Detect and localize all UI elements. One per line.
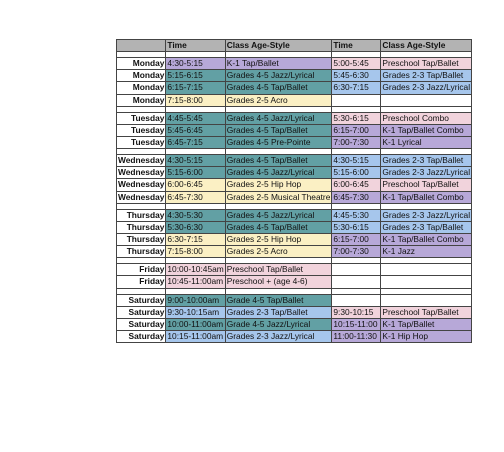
class-cell-1[interactable]: Grades 4-5 Tap/Ballet	[225, 124, 332, 136]
time-cell-2[interactable]: 7:00-7:30	[332, 136, 381, 148]
header-cell-class-2[interactable]: Class Age-Style	[381, 40, 472, 52]
class-cell-2[interactable]	[381, 276, 472, 288]
time-cell-2[interactable]	[332, 294, 381, 306]
schedule-row	[117, 209, 472, 221]
schedule-row	[117, 179, 472, 191]
class-cell-1[interactable]: Grade 4-5 Tap/Ballet	[225, 294, 332, 306]
time-cell-1[interactable]: 6:00-6:45	[166, 179, 225, 191]
schedule-row	[117, 221, 472, 233]
class-cell-1[interactable]: Grades 2-3 Jazz/Lyrical	[225, 330, 332, 342]
day-cell[interactable]: Wednesday	[118, 155, 165, 166]
time-cell-1[interactable]: 10:45-11:00am	[166, 276, 225, 288]
day-cell[interactable]: Saturday	[117, 294, 166, 306]
class-cell-1[interactable]: Grades 2-5 Hip Hop	[225, 179, 332, 191]
time-cell-1[interactable]: 6:45-7:30	[166, 191, 225, 203]
time-cell-1[interactable]: 6:15-7:15	[166, 82, 225, 94]
class-cell-1[interactable]: Grades 2-3 Tap/Ballet	[225, 306, 332, 318]
class-cell-2[interactable]: Preschool Tap/Ballet	[381, 179, 472, 191]
schedule-row	[117, 330, 472, 342]
day-cell[interactable]: Thursday	[117, 246, 166, 258]
schedule-row	[117, 167, 472, 179]
class-cell-1[interactable]: Grades 4-5 Pre-Pointe	[225, 136, 332, 148]
schedule-row	[117, 70, 472, 82]
day-cell[interactable]: Tuesday	[117, 136, 166, 148]
time-cell-2[interactable]: 5:30-6:15	[332, 112, 381, 124]
time-cell-2[interactable]: 5:15-6:00	[332, 167, 381, 179]
day-cell[interactable]: Tuesday	[117, 112, 166, 124]
class-cell-2[interactable]	[381, 294, 472, 306]
schedule-row	[117, 136, 472, 148]
time-cell-2[interactable]	[332, 94, 381, 106]
day-cell[interactable]: Saturday	[117, 306, 166, 318]
class-cell-2[interactable]: Grades 2-3 Tap/Ballet	[381, 155, 472, 167]
class-cell-1[interactable]: Grades 2-5 Acro	[225, 94, 332, 106]
time-cell-2[interactable]: 4:30-5:15	[332, 155, 381, 167]
time-cell-1[interactable]: 10:15-11:00am	[166, 330, 225, 342]
class-cell-1[interactable]: Grades 4-5 Jazz/Lyrical	[225, 167, 332, 179]
day-cell[interactable]: Thursday	[117, 221, 166, 233]
class-cell-2[interactable]	[381, 264, 472, 276]
schedule-row	[117, 191, 472, 203]
day-cell[interactable]: Friday	[117, 276, 166, 288]
class-cell-1[interactable]: Grades 4-5 Tap/Ballet	[225, 155, 332, 167]
class-cell-2[interactable]: Grades 2-3 Jazz/Lyrical	[382, 82, 471, 93]
class-cell-1[interactable]: Grades 4-5 Jazz/Lyrical	[225, 70, 332, 82]
schedule-row	[117, 94, 472, 106]
class-cell-2[interactable]: Grades 2-3 Jazz/Lyrical	[382, 209, 471, 220]
class-cell-2[interactable]: K-1 Jazz	[381, 246, 472, 258]
class-cell-1[interactable]: Grades 4-5 Tap/Ballet	[225, 221, 332, 233]
class-cell-1[interactable]: Grade 4-5 Jazz/Lyrical	[225, 318, 332, 330]
class-cell-1[interactable]: Grades 2-5 Acro	[225, 246, 332, 258]
class-cell-1[interactable]: Grades 2-5 Musical Theatre	[226, 191, 331, 202]
class-cell-2[interactable]: K-1 Tap/Ballet Combo	[381, 191, 472, 203]
schedule-row	[117, 82, 472, 94]
class-cell-1[interactable]: Grades 4-5 Tap/Ballet	[225, 82, 332, 94]
time-cell-2[interactable]: 6:00-6:45	[332, 179, 381, 191]
time-cell-1[interactable]: 5:15-6:00	[166, 167, 225, 179]
time-cell-2[interactable]: 6:15-7:00	[332, 124, 381, 136]
class-cell-2[interactable]: K-1 Tap/Ballet Combo	[381, 233, 472, 245]
class-cell-2[interactable]: Grades 2-3 Tap/Ballet	[381, 70, 472, 82]
header-cell-day[interactable]	[117, 40, 166, 52]
day-cell[interactable]: Wednesday	[118, 167, 165, 178]
time-cell-2[interactable]: 10:15-11:00	[332, 318, 381, 330]
schedule-row	[117, 318, 472, 330]
time-cell-2[interactable]: 11:00-11:30	[332, 330, 381, 342]
time-cell-1[interactable]: 7:15-8:00	[166, 94, 225, 106]
time-cell-2[interactable]: 5:45-6:30	[332, 70, 381, 82]
time-cell-2[interactable]: 5:00-5:45	[332, 58, 381, 70]
class-cell-2[interactable]: K-1 Tap/Ballet Combo	[381, 124, 472, 136]
class-cell-2[interactable]: Grades 2-3 Tap/Ballet	[381, 221, 472, 233]
class-cell-1[interactable]: Preschool Tap/Ballet	[225, 264, 332, 276]
time-cell-2[interactable]: 9:30-10:15	[332, 306, 381, 318]
time-cell-1[interactable]: 9:30-10:15am	[166, 306, 225, 318]
time-cell-1[interactable]: 10:00-11:00am	[166, 318, 225, 330]
class-cell-2[interactable]	[381, 94, 472, 106]
day-cell[interactable]: Wednesday	[118, 191, 165, 202]
schedule-row	[117, 233, 472, 245]
class-cell-1[interactable]: Grades 4-5 Jazz/Lyrical	[225, 209, 332, 221]
header-cell-class-1[interactable]: Class Age-Style	[225, 40, 332, 52]
class-cell-1[interactable]: K-1 Tap/Ballet	[225, 58, 332, 70]
schedule-row	[117, 124, 472, 136]
time-cell-1[interactable]: 7:15-8:00	[166, 246, 225, 258]
time-cell-1[interactable]: 5:15-6:15	[166, 70, 225, 82]
header-row	[117, 40, 472, 52]
class-cell-2[interactable]: Preschool Tap/Ballet	[381, 306, 472, 318]
header-cell-time-2[interactable]: Time	[332, 40, 381, 52]
time-cell-1[interactable]: 4:30-5:15	[166, 155, 225, 167]
time-cell-2[interactable]	[332, 276, 381, 288]
schedule-row	[117, 276, 472, 288]
time-cell-2[interactable]: 6:15-7:00	[332, 233, 381, 245]
class-cell-2[interactable]: K-1 Hip Hop	[381, 330, 472, 342]
day-cell[interactable]: Monday	[117, 58, 166, 70]
class-cell-1[interactable]: Grades 2-5 Hip Hop	[225, 233, 332, 245]
class-cell-2[interactable]: Grades 2-3 Jazz/Lyrical	[382, 167, 471, 178]
day-cell[interactable]: Saturday	[117, 330, 166, 342]
time-cell-1[interactable]: 6:45-7:15	[166, 136, 225, 148]
schedule-body	[117, 40, 472, 343]
day-cell[interactable]: Monday	[117, 70, 166, 82]
time-cell-1[interactable]: 9:00-10:00am	[166, 294, 225, 306]
schedule-row	[117, 155, 472, 167]
time-cell-1[interactable]: 4:30-5:30	[166, 209, 225, 221]
time-cell-2[interactable]	[332, 264, 381, 276]
day-cell[interactable]: Monday	[117, 94, 166, 106]
class-cell-1[interactable]: Grades 4-5 Jazz/Lyrical	[225, 112, 332, 124]
day-cell[interactable]: Wednesday	[118, 179, 165, 190]
time-cell-2[interactable]: 6:45-7:30	[332, 191, 381, 203]
time-cell-1[interactable]: 4:45-5:45	[166, 112, 225, 124]
day-cell[interactable]: Tuesday	[117, 124, 166, 136]
class-cell-2[interactable]: Preschool Combo	[381, 112, 472, 124]
class-cell-1[interactable]: Preschool + (age 4-6)	[225, 276, 332, 288]
time-cell-2[interactable]: 4:45-5:30	[332, 209, 381, 221]
header-cell-time-1[interactable]: Time	[166, 40, 225, 52]
time-cell-1[interactable]: 5:45-6:45	[166, 124, 225, 136]
schedule-row	[117, 264, 472, 276]
class-cell-2[interactable]: Preschool Tap/Ballet	[381, 58, 472, 70]
schedule-row	[117, 246, 472, 258]
schedule-spreadsheet	[116, 39, 472, 343]
time-cell-1[interactable]: 6:30-7:15	[166, 233, 225, 245]
day-cell[interactable]: Saturday	[117, 318, 166, 330]
time-cell-1[interactable]: 4:30-5:15	[166, 58, 225, 70]
class-cell-2[interactable]: K-1 Lyrical	[381, 136, 472, 148]
time-cell-1[interactable]: 5:30-6:30	[166, 221, 225, 233]
schedule-row	[117, 112, 472, 124]
day-cell[interactable]: Friday	[117, 264, 166, 276]
day-cell[interactable]: Thursday	[117, 209, 166, 221]
day-cell[interactable]: Monday	[117, 82, 166, 94]
class-cell-2[interactable]: K-1 Tap/Ballet	[381, 318, 472, 330]
day-cell[interactable]: Thursday	[117, 233, 166, 245]
schedule-row	[117, 58, 472, 70]
schedule-row	[117, 294, 472, 306]
schedule-row	[117, 306, 472, 318]
time-cell-2[interactable]: 5:30-6:15	[332, 221, 381, 233]
time-cell-2[interactable]: 7:00-7:30	[332, 246, 381, 258]
time-cell-1[interactable]: 10:00-10:45am	[167, 264, 224, 275]
time-cell-2[interactable]: 6:30-7:15	[332, 82, 381, 94]
